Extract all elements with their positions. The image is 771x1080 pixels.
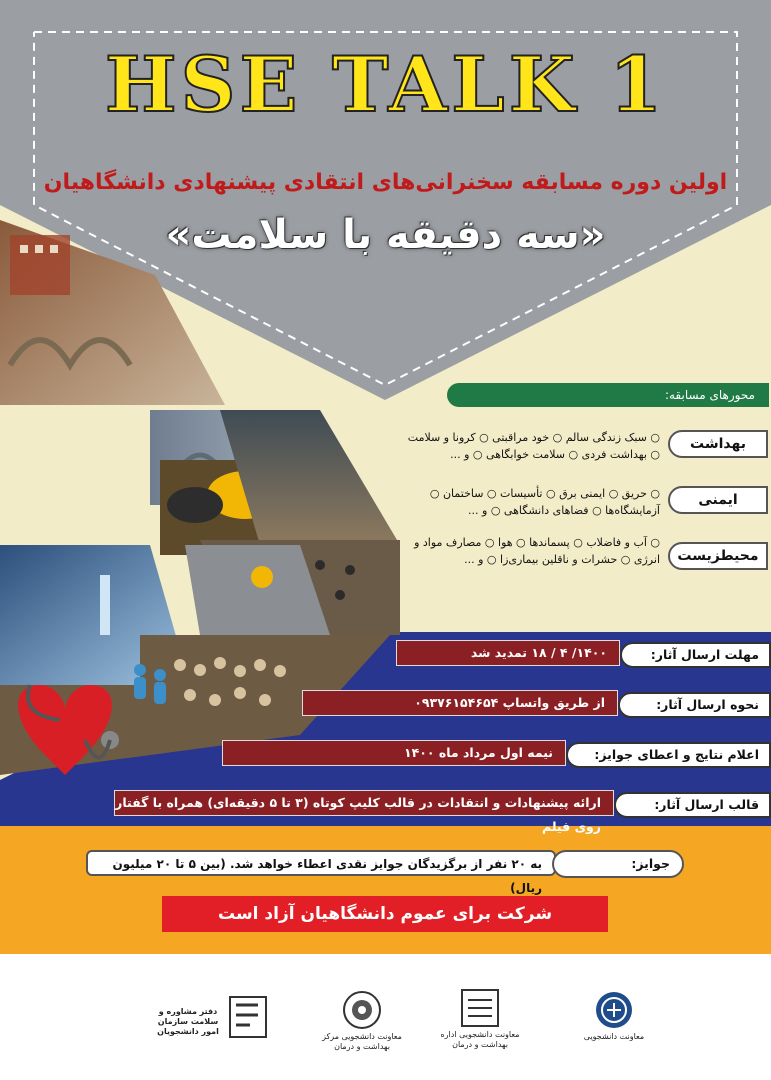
topic-text-safety: ○ حریق ○ ایمنی برق ○ تأسیسات ○ ساختمان ○ آزمایشگاه‌ها ○ فضاهای دانشگاهی ○ و ... (429, 487, 660, 517)
event-title: HSE TALK 1 (104, 40, 667, 129)
counseling-office-caption: دفتر مشاوره و سلامت سازمان امور دانشجویان (157, 1007, 219, 1036)
submission-method-value: از طریق واتساپ ۰۹۳۷۶۱۵۴۶۵۴ (302, 690, 618, 716)
prizes-label: جوایز: (552, 850, 684, 878)
counseling-office-logo (150, 995, 290, 1055)
prizes-value: به ۲۰ نفر از برگزیدگان جوایز نقدی اعطاء خواهد شد. (بین ۵ تا ۲۰ میلیون ریال) (86, 850, 556, 876)
counseling-office-icon (228, 995, 268, 1039)
beheshti-icon (460, 988, 500, 1028)
photo-collage (0, 215, 420, 815)
topic-text-health: ○ سبک زندگی سالم ○ خود مراقبتی ○ کرونا و سلامت ○ بهداشت فردی ○ سلامت خوابگاهی ○ و ... (407, 431, 660, 461)
deadline-value: ۱۴۰۰/ ۴ / ۱۸ تمدید شد (396, 640, 620, 666)
topic-label-safety: ایمنی (668, 486, 768, 514)
topic-label-environment: محیطزیست (668, 542, 768, 570)
event-subtitle: اولین دوره مسابقه سخنرانی‌های انتقادی پیشنهادی دانشگاهیان (43, 170, 728, 195)
results-value: نیمه اول مرداد ماه ۱۴۰۰ (222, 740, 566, 766)
topic-label-health: بهداشت (668, 430, 768, 458)
participation-notice: شرکت برای عموم دانشگاهیان آزاد است (162, 896, 608, 932)
submission-method-label: نحوه ارسال آثار: (618, 692, 771, 718)
tehran-university-logo (574, 990, 654, 1060)
results-label: اعلام نتایج و اعطای جوایز: (566, 742, 771, 768)
deadline-label: مهلت ارسال آثار: (620, 642, 771, 668)
event-slogan: «سه دقیقه با سلامت» (165, 212, 606, 258)
format-value: ارائه پیشنهادات و انتقادات در قالب کلیپ کوتاه (۳ تا ۵ دقیقه‌ای) همراه با گفتار روی فیلم (114, 790, 614, 816)
beheshti-logo (440, 988, 520, 1058)
amirkabir-icon (342, 990, 382, 1030)
amirkabir-caption: معاونت دانشجویی مرکز بهداشت و درمان (322, 1032, 402, 1051)
format-label: قالب ارسال آثار: (614, 792, 771, 818)
amirkabir-logo (322, 990, 402, 1060)
topic-text-environment: ○ آب و فاضلاب ○ پسماندها ○ هوا ○ مصارف مواد و انرژی ○ حشرات و ناقلین بیماری‌زا ○ و ... (414, 536, 660, 566)
tehran-university-caption: معاونت دانشجویی (583, 1032, 645, 1041)
beheshti-caption: معاونت دانشجویی اداره بهداشت و درمان (440, 1030, 520, 1049)
tehran-university-icon (594, 990, 634, 1030)
topics-heading: محورهای مسابقه: (447, 383, 769, 407)
